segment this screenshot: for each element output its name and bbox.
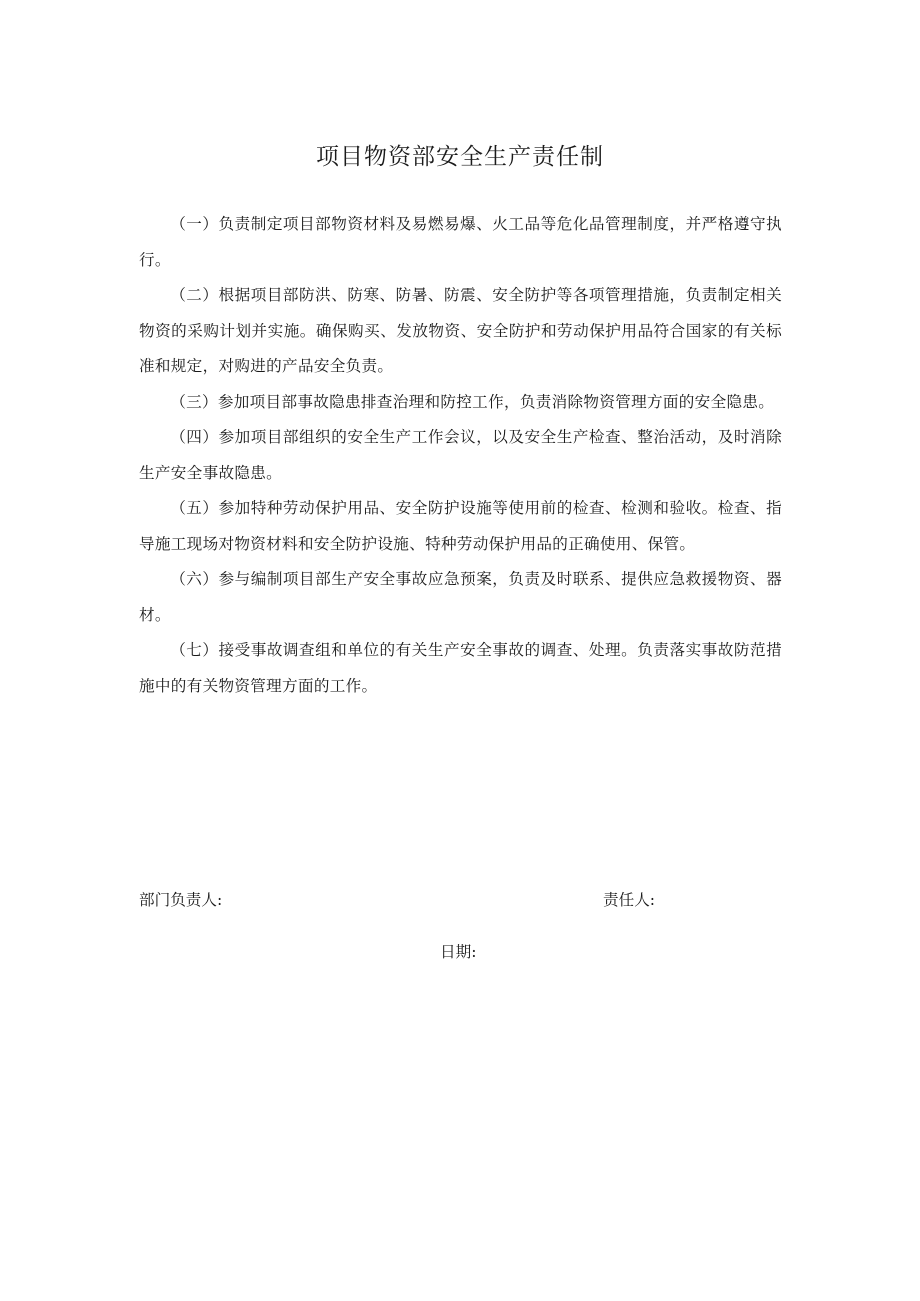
paragraph-7: （七）接受事故调查组和单位的有关生产安全事故的调查、处理。负责落实事故防范措施中的有关物资管理方面的工作。: [139, 641, 782, 695]
paragraph-6: （六）参与编制项目部生产安全事故应急预案，负责及时联系、提供应急救援物资、器材。: [139, 570, 782, 624]
paragraph-1: （一）负责制定项目部物资材料及易燃易爆、火工品等危化品管理制度，并严格遵守执行。: [139, 215, 782, 269]
responsible-person-signature-label: 责任人:: [603, 891, 656, 909]
department-head-signature-label: 部门负责人:: [139, 891, 223, 909]
paragraph-4: （四）参加项目部组织的安全生产工作会议，以及安全生产检查、整治活动，及时消除生产安全事故隐患。: [139, 428, 782, 482]
paragraph-2: （二）根据项目部防洪、防寒、防暑、防震、安全防护等各项管理措施，负责制定相关物资的采购计划并实施。确保购买、发放物资、安全防护和劳动保护用品符合国家的有关标准和规定，对购进的产品安全负责。: [139, 286, 782, 375]
document-title: 项目物资部安全生产责任制: [316, 144, 604, 170]
paragraph-5: （五）参加特种劳动保护用品、安全防护设施等使用前的检查、检测和验收。检查、指导施工现场对物资材料和安全防护设施、特种劳动保护用品的正确使用、保管。: [139, 499, 782, 553]
document-body: [139, 207, 782, 704]
paragraph-3: （三）参加项目部事故隐患排查治理和防控工作，负责消除物资管理方面的安全隐患。: [170, 392, 775, 411]
date-label: 日期:: [440, 943, 477, 961]
